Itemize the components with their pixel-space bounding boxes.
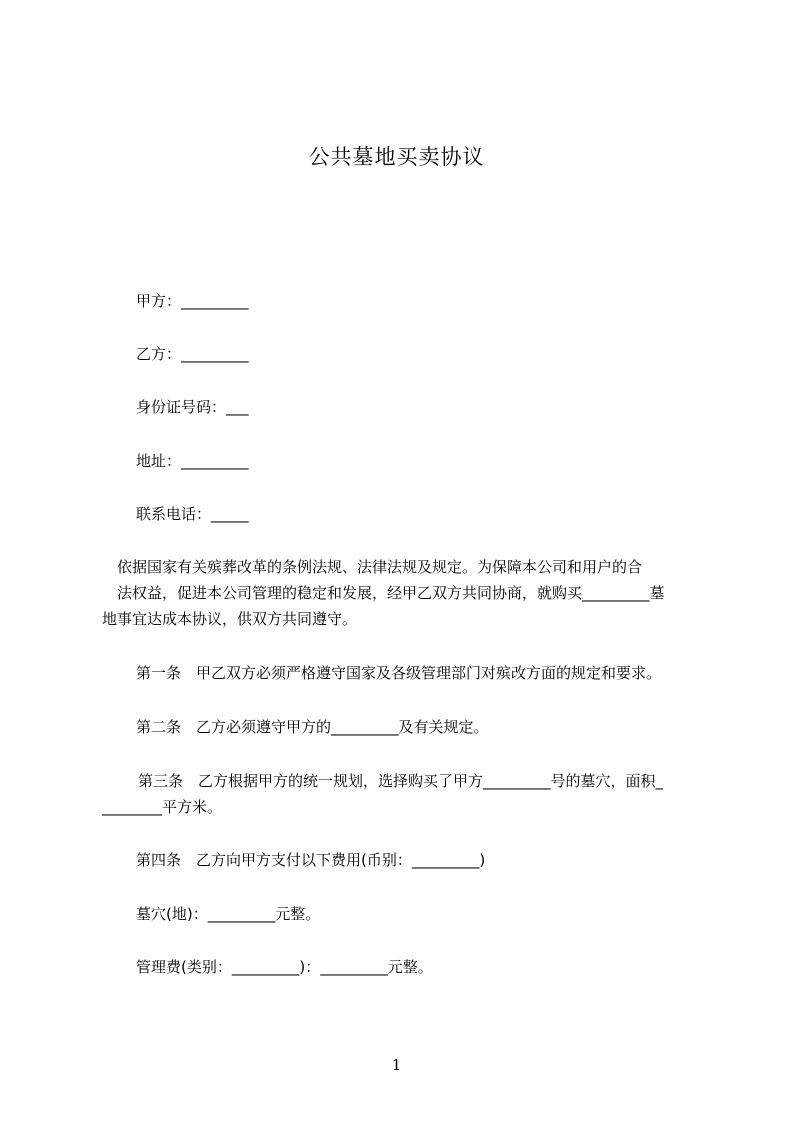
intro-line: 依据国家有关殡葬改革的条例法规、法律法规及规定。为保障本公司和用户的合 [102,558,643,576]
article-3-line: ________平方米。 [102,798,223,816]
party-b-field: 乙方：_________ [136,345,249,363]
article-3-line: 第三条 乙方根据甲方的统一规划，选择购买了甲方_________号的墓穴，面积_ [138,772,664,790]
page-number: 1 [391,1056,402,1074]
management-fee-line: 管理费(类别：_________)：_________元整。 [136,958,433,976]
article-1: 第一条 甲乙双方必须严格遵守国家及各级管理部门对殡改方面的规定和要求。 [136,664,662,682]
phone-field: 联系电话：_____ [136,505,249,523]
intro-line: 法权益，促进本公司管理的稳定和发展，经甲乙双方共同协商，就购买_________墓 [102,584,665,602]
intro-line: 地事宜达成本协议，供双方共同遵守。 [102,610,358,628]
party-a-field: 甲方：_________ [136,292,249,310]
grave-fee-line: 墓穴(地)：_________元整。 [136,905,321,923]
article-2: 第二条 乙方必须遵守甲方的_________及有关规定。 [136,718,489,736]
intro-paragraph [102,554,702,632]
document-title: 公共墓地买卖协议 [308,145,485,169]
address-field: 地址：_________ [136,452,249,470]
article-4: 第四条 乙方向甲方支付以下费用(币别：_________) [136,851,486,869]
id-number-field: 身份证号码：___ [136,398,249,416]
article-3 [102,768,702,820]
